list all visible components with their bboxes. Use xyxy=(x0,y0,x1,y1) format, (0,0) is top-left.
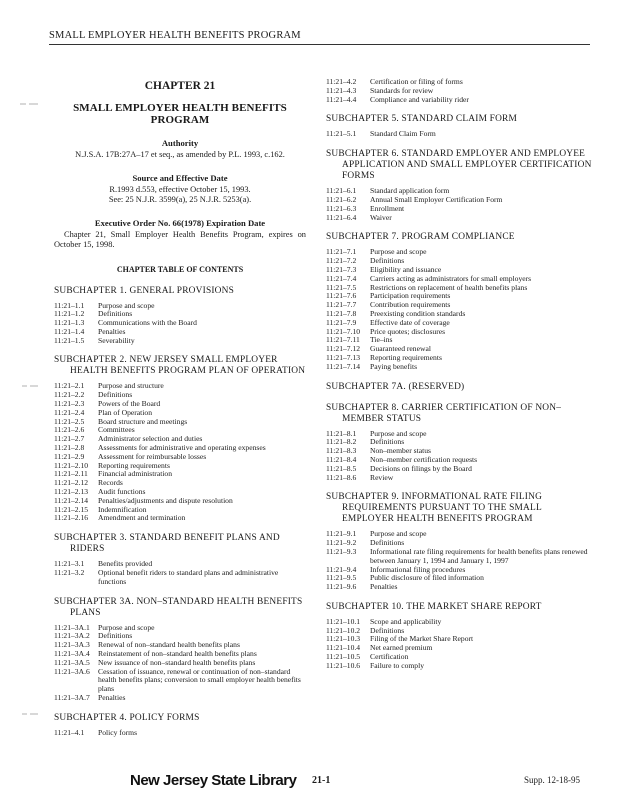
subchapter-title: SUBCHAPTER 3A. NON–STANDARD HEALTH BENEFITS PLANS xyxy=(54,596,303,618)
section-title: Certification or filing of forms xyxy=(370,77,463,86)
section-number: 11:21–8.2 xyxy=(326,437,357,447)
section-list xyxy=(54,382,306,523)
section-title: Definitions xyxy=(370,538,405,548)
section-entry xyxy=(326,653,594,662)
section-title: Certification xyxy=(370,652,409,662)
section-title: Plan of Operation xyxy=(98,407,152,417)
section-entry xyxy=(54,418,306,427)
section-number: 11:21–1.2 xyxy=(54,309,85,319)
section-number: 11:21–4.1 xyxy=(54,727,85,737)
section-title: Cessation of issuance, renewal or continuation of non–standard health benefits plans; conversion to small employer health benefits plans xyxy=(98,666,301,694)
section-number: 11:21–7.7 xyxy=(326,300,357,310)
section-number: 11:21–3A.5 xyxy=(54,657,90,667)
section-number: 11:21–2.2 xyxy=(54,390,85,400)
subchapter-title: SUBCHAPTER 8. CARRIER CERTIFICATION OF NON– MEMBER STATUS xyxy=(326,402,562,424)
subchapter-block xyxy=(54,533,306,586)
section-entry xyxy=(54,453,306,462)
section-title: Assessments for administrative and operating expenses xyxy=(98,443,266,453)
section-title: Optional benefit riders to standard plans and administrative functions xyxy=(98,568,279,586)
section-number: 11:21–3A.4 xyxy=(54,649,90,659)
section-entry xyxy=(326,644,594,653)
section-number: 11:21–3A.3 xyxy=(54,640,90,650)
section-list xyxy=(326,530,594,592)
supplement-date: Supp. 12-18-95 xyxy=(524,775,580,785)
section-entry xyxy=(326,548,594,566)
section-title: Preexisting condition standards xyxy=(370,308,466,318)
section-number: 11:21–8.3 xyxy=(326,446,357,456)
left-subchapter-list xyxy=(54,286,306,738)
section-entry xyxy=(326,662,594,671)
section-entry xyxy=(326,284,594,293)
section-number: 11:21–2.16 xyxy=(54,513,89,523)
section-list xyxy=(54,560,306,586)
section-number: 11:21–8.1 xyxy=(326,428,357,438)
section-title: Filing of the Market Share Report xyxy=(370,634,474,644)
section-entry xyxy=(326,574,594,583)
section-title: Records xyxy=(98,478,123,488)
section-title: Renewal of non–standard health benefits plans xyxy=(98,640,240,650)
section-entry xyxy=(326,635,594,644)
subchapter-block xyxy=(54,597,306,703)
section-entry xyxy=(54,382,306,391)
section-number: 11:21–2.6 xyxy=(54,425,85,435)
section-title: Effective date of coverage xyxy=(370,317,450,327)
source-heading: Source and Effective Date xyxy=(132,172,228,183)
section-title: Communications with the Board xyxy=(98,318,197,328)
section-title: Eligibility and issuance xyxy=(370,264,442,274)
section-number: 11:21–9.6 xyxy=(326,582,357,592)
subchapter-block xyxy=(54,355,306,523)
section-entry xyxy=(326,530,594,539)
subchapter-title: SUBCHAPTER 6. STANDARD EMPLOYER AND EMPLOYEE APPLICATION AND SMALL EMPLOYER CERTIFICATION FORMS xyxy=(326,149,592,182)
left-column xyxy=(54,78,306,738)
section-number: 11:21–5.1 xyxy=(326,129,357,139)
section-title: Non–member status xyxy=(370,446,431,456)
subchapter-block xyxy=(326,403,594,483)
section-title: Reporting requirements xyxy=(98,460,170,470)
subchapter-title: SUBCHAPTER 9. INFORMATIONAL RATE FILING REQUIREMENTS PURSUANT TO THE SMALL EMPLOYER HEALTH BENEFITS PROGRAM xyxy=(326,492,543,525)
section-entry xyxy=(326,438,594,447)
subchapter-title: SUBCHAPTER 4. POLICY FORMS xyxy=(54,712,200,723)
section-title: Board structure and meetings xyxy=(98,416,188,426)
section-number: 11:21–3A.1 xyxy=(54,622,90,632)
section-list xyxy=(54,624,306,703)
section-title: Purpose and structure xyxy=(98,381,164,391)
section-title: Non–member certification requests xyxy=(370,454,478,464)
section-number: 11:21–2.11 xyxy=(54,469,88,479)
section-title: Policy forms xyxy=(98,727,138,737)
section-number: 11:21–4.4 xyxy=(326,94,357,104)
section-title: Committees xyxy=(98,425,135,435)
section-number: 11:21–3.1 xyxy=(54,559,85,569)
page-number: 21-1 xyxy=(312,775,331,786)
section-number: 11:21–7.12 xyxy=(326,344,361,354)
section-number: 11:21–2.5 xyxy=(54,416,85,426)
section-title: Informational filing procedures xyxy=(370,564,466,574)
section-title: Failure to comply xyxy=(370,660,424,670)
section-number: 11:21–6.4 xyxy=(326,212,357,222)
section-entry xyxy=(326,328,594,337)
subchapter-block xyxy=(326,114,594,139)
section-number: 11:21–7.1 xyxy=(326,247,357,257)
section-title: Definitions xyxy=(98,631,133,641)
section-title: Reporting requirements xyxy=(370,352,442,362)
section-entry xyxy=(54,470,306,479)
subchapter-title: SUBCHAPTER 7. PROGRAM COMPLIANCE xyxy=(326,232,515,243)
section-number: 11:21–7.11 xyxy=(326,335,360,345)
section-entry xyxy=(54,479,306,488)
section-entry xyxy=(326,474,594,483)
section-title: Penalties/adjustments and dispute resolution xyxy=(98,495,233,505)
section-title: Definitions xyxy=(370,437,405,447)
section-entry xyxy=(326,354,594,363)
section-title: Contribution requirements xyxy=(370,300,451,310)
section-number: 11:21–9.1 xyxy=(326,529,357,539)
section-entry xyxy=(326,248,594,257)
section-title: Decisions on filings by the Board xyxy=(370,463,472,473)
section-title: Purpose and scope xyxy=(370,247,427,257)
section-title: Definitions xyxy=(98,309,133,319)
section-title: Standard application form xyxy=(370,186,450,196)
section-title: Penalties xyxy=(98,326,126,336)
section-number: 11:21–6.1 xyxy=(326,186,357,196)
authority-heading: Authority xyxy=(161,138,199,148)
section-title: Standard Claim Form xyxy=(370,129,436,139)
chapter-number: CHAPTER 21 xyxy=(144,80,216,92)
subchapter-block xyxy=(326,78,594,104)
section-number: 11:21–2.3 xyxy=(54,399,85,409)
executive-order-text: Chapter 21, Small Employer Health Benefits Program, expires on October 15, 1998. xyxy=(54,229,306,249)
section-entry xyxy=(54,668,306,694)
section-title: Public disclosure of filed information xyxy=(370,573,484,583)
section-entry xyxy=(54,514,306,523)
subchapter-title: SUBCHAPTER 2. NEW JERSEY SMALL EMPLOYER HEALTH BENEFITS PROGRAM PLAN OF OPERATION xyxy=(54,355,306,377)
section-list xyxy=(326,248,594,371)
section-entry xyxy=(54,624,306,633)
section-entry xyxy=(54,497,306,506)
section-number: 11:21–2.4 xyxy=(54,407,85,417)
section-list xyxy=(326,430,594,483)
section-list xyxy=(326,187,594,222)
section-title: Administrator selection and duties xyxy=(98,434,203,444)
section-number: 11:21–2.10 xyxy=(54,460,89,470)
section-title: Amendment and termination xyxy=(98,513,186,523)
section-entry xyxy=(326,336,594,345)
section-entry xyxy=(54,337,306,346)
section-title: Purpose and scope xyxy=(370,529,427,539)
section-number: 11:21–10.5 xyxy=(326,652,361,662)
section-title: Enrollment xyxy=(370,203,405,213)
section-entry xyxy=(326,583,594,592)
section-list xyxy=(54,302,306,346)
section-title: Assessment for reimbursable losses xyxy=(98,451,207,461)
section-number: 11:21–2.12 xyxy=(54,478,89,488)
section-title: Participation requirements xyxy=(370,291,451,301)
section-number: 11:21–1.3 xyxy=(54,318,85,328)
margin-mark xyxy=(20,102,38,106)
section-number: 11:21–2.8 xyxy=(54,443,85,453)
subchapter-title: SUBCHAPTER 7A. (RESERVED) xyxy=(326,381,465,392)
section-number: 11:21–8.6 xyxy=(326,472,357,482)
section-number: 11:21–4.2 xyxy=(326,77,357,86)
section-title: Review xyxy=(370,472,394,482)
section-number: 11:21–2.1 xyxy=(54,381,85,391)
section-number: 11:21–7.14 xyxy=(326,361,361,371)
section-number: 11:21–3A.7 xyxy=(54,693,90,702)
section-entry xyxy=(326,310,594,319)
source-line-1: R.1993 d.553, effective October 15, 1993. xyxy=(109,184,251,194)
margin-mark xyxy=(22,712,40,716)
section-title: Definitions xyxy=(98,390,133,400)
section-number: 11:21–3A.6 xyxy=(54,666,90,676)
subchapter-title: SUBCHAPTER 5. STANDARD CLAIM FORM xyxy=(326,114,518,125)
section-title: Severability xyxy=(98,335,135,345)
subchapter-block xyxy=(326,602,594,671)
section-title: Net earned premium xyxy=(370,643,433,653)
section-title: Price quotes; disclosures xyxy=(370,326,446,336)
section-title: Audit functions xyxy=(98,487,146,497)
section-number: 11:21–2.7 xyxy=(54,434,85,444)
section-title: Powers of the Board xyxy=(98,399,161,409)
section-title: Purpose and scope xyxy=(98,622,155,632)
section-number: 11:21–7.13 xyxy=(326,352,361,362)
section-entry xyxy=(54,328,306,337)
subchapter-title: SUBCHAPTER 3. STANDARD BENEFIT PLANS AND RIDERS xyxy=(54,533,280,555)
section-number: 11:21–7.10 xyxy=(326,326,361,336)
section-title: Guaranteed renewal xyxy=(370,344,431,354)
section-number: 11:21–2.9 xyxy=(54,451,85,461)
section-title: Annual Small Employer Certification Form xyxy=(370,194,503,204)
library-stamp: New Jersey State Library xyxy=(130,772,297,789)
subchapter-block xyxy=(326,382,594,393)
section-number: 11:21–1.1 xyxy=(54,300,85,310)
section-number: 11:21–10.1 xyxy=(326,616,361,626)
section-number: 11:21–7.3 xyxy=(326,264,357,274)
section-entry xyxy=(326,345,594,354)
section-title: Definitions xyxy=(370,625,405,635)
authority-text: N.J.S.A. 17B:27A–17 et seq., as amended by P.L. 1993, c.162. xyxy=(75,150,285,159)
section-title: Definitions xyxy=(370,256,405,266)
section-entry xyxy=(54,302,306,311)
section-title: Carriers acting as administrators for small employers xyxy=(370,273,532,283)
section-list xyxy=(326,130,594,139)
section-entry xyxy=(326,196,594,205)
subchapter-title: SUBCHAPTER 10. THE MARKET SHARE REPORT xyxy=(326,601,542,612)
section-number: 11:21–2.13 xyxy=(54,487,89,497)
section-entry xyxy=(326,363,594,372)
section-number: 11:21–9.2 xyxy=(326,538,357,548)
section-title: New issuance of non–standard health benefits plans xyxy=(98,657,256,667)
section-number: 11:21–3A.2 xyxy=(54,631,90,641)
section-entry xyxy=(326,78,594,87)
subchapter-block xyxy=(326,149,594,222)
right-column xyxy=(326,78,594,671)
section-title: Benefits provided xyxy=(98,559,153,569)
section-entry xyxy=(326,319,594,328)
section-number: 11:21–1.4 xyxy=(54,326,85,336)
section-entry xyxy=(326,292,594,301)
section-number: 11:21–6.3 xyxy=(326,203,357,213)
section-title: Waiver xyxy=(370,212,392,222)
section-number: 11:21–10.6 xyxy=(326,660,361,670)
section-list xyxy=(326,618,594,671)
section-title: Scope and applicability xyxy=(370,616,442,626)
section-title: Compliance and variability rider xyxy=(370,94,469,104)
section-number: 11:21–7.5 xyxy=(326,282,357,292)
section-list xyxy=(54,729,306,738)
section-entry xyxy=(326,257,594,266)
subchapter-block xyxy=(54,713,306,738)
section-entry xyxy=(54,729,306,738)
section-number: 11:21–10.4 xyxy=(326,643,361,653)
section-number: 11:21–7.4 xyxy=(326,273,357,283)
section-number: 11:21–10.3 xyxy=(326,634,361,644)
section-number: 11:21–1.5 xyxy=(54,335,85,345)
running-head: SMALL EMPLOYER HEALTH BENEFITS PROGRAM xyxy=(49,30,301,41)
section-entry xyxy=(326,96,594,105)
section-number: 11:21–7.2 xyxy=(326,256,357,266)
section-title: Indemnification xyxy=(98,504,147,514)
section-number: 11:21–9.3 xyxy=(326,546,357,556)
section-number: 11:21–2.14 xyxy=(54,495,89,505)
subchapter-block xyxy=(326,492,594,592)
section-number: 11:21–8.5 xyxy=(326,463,357,473)
section-entry xyxy=(326,430,594,439)
section-entry xyxy=(326,465,594,474)
section-title: Financial administration xyxy=(98,469,173,479)
section-number: 11:21–7.9 xyxy=(326,317,357,327)
section-entry xyxy=(54,694,306,703)
chapter-title: SMALL EMPLOYER HEALTH BENEFITS PROGRAM xyxy=(73,102,287,126)
section-entry xyxy=(326,214,594,223)
section-title: Reinstatement of non–standard health benefits plans xyxy=(98,649,257,659)
source-line-2: See: 25 N.J.R. 3599(a), 25 N.J.R. 5253(a). xyxy=(108,195,252,204)
subchapter-block xyxy=(326,232,594,371)
section-entry xyxy=(54,319,306,328)
executive-order-heading: Executive Order No. 66(1978) Expiration Date xyxy=(94,217,266,228)
section-number: 11:21–7.6 xyxy=(326,291,357,301)
section-title: Tie–ins xyxy=(370,335,393,345)
section-title: Purpose and scope xyxy=(98,300,155,310)
subchapter-block xyxy=(54,286,306,346)
subchapter-title: SUBCHAPTER 1. GENERAL PROVISIONS xyxy=(54,285,235,296)
right-subchapter-list xyxy=(326,78,594,671)
section-entry xyxy=(54,400,306,409)
header-rule xyxy=(49,44,590,45)
section-entry xyxy=(54,391,306,400)
section-number: 11:21–2.15 xyxy=(54,504,89,514)
section-number: 11:21–9.5 xyxy=(326,573,357,583)
section-title: Informational rate filing requirements for health benefits plans renewed between January 1, 1994 and January 1, 1997 xyxy=(370,546,588,565)
section-entry xyxy=(54,569,306,587)
section-title: Penalties xyxy=(370,582,398,592)
section-number: 11:21–3.2 xyxy=(54,568,85,578)
toc-heading: CHAPTER TABLE OF CONTENTS xyxy=(116,264,244,274)
margin-mark xyxy=(22,384,40,388)
section-entry xyxy=(326,618,594,627)
section-number: 11:21–6.2 xyxy=(326,194,357,204)
section-title: Penalties xyxy=(98,693,126,702)
section-number: 11:21–10.2 xyxy=(326,625,361,635)
section-list xyxy=(326,78,594,104)
section-entry xyxy=(326,130,594,139)
section-number: 11:21–7.8 xyxy=(326,308,357,318)
section-title: Purpose and scope xyxy=(370,428,427,438)
section-title: Restrictions on replacement of health benefits plans xyxy=(370,282,528,292)
section-entry xyxy=(54,462,306,471)
section-number: 11:21–8.4 xyxy=(326,454,357,464)
section-title: Paying benefits xyxy=(370,361,418,371)
section-number: 11:21–4.3 xyxy=(326,85,357,95)
section-number: 11:21–9.4 xyxy=(326,564,357,574)
section-title: Standards for review xyxy=(370,85,434,95)
section-entry xyxy=(326,205,594,214)
